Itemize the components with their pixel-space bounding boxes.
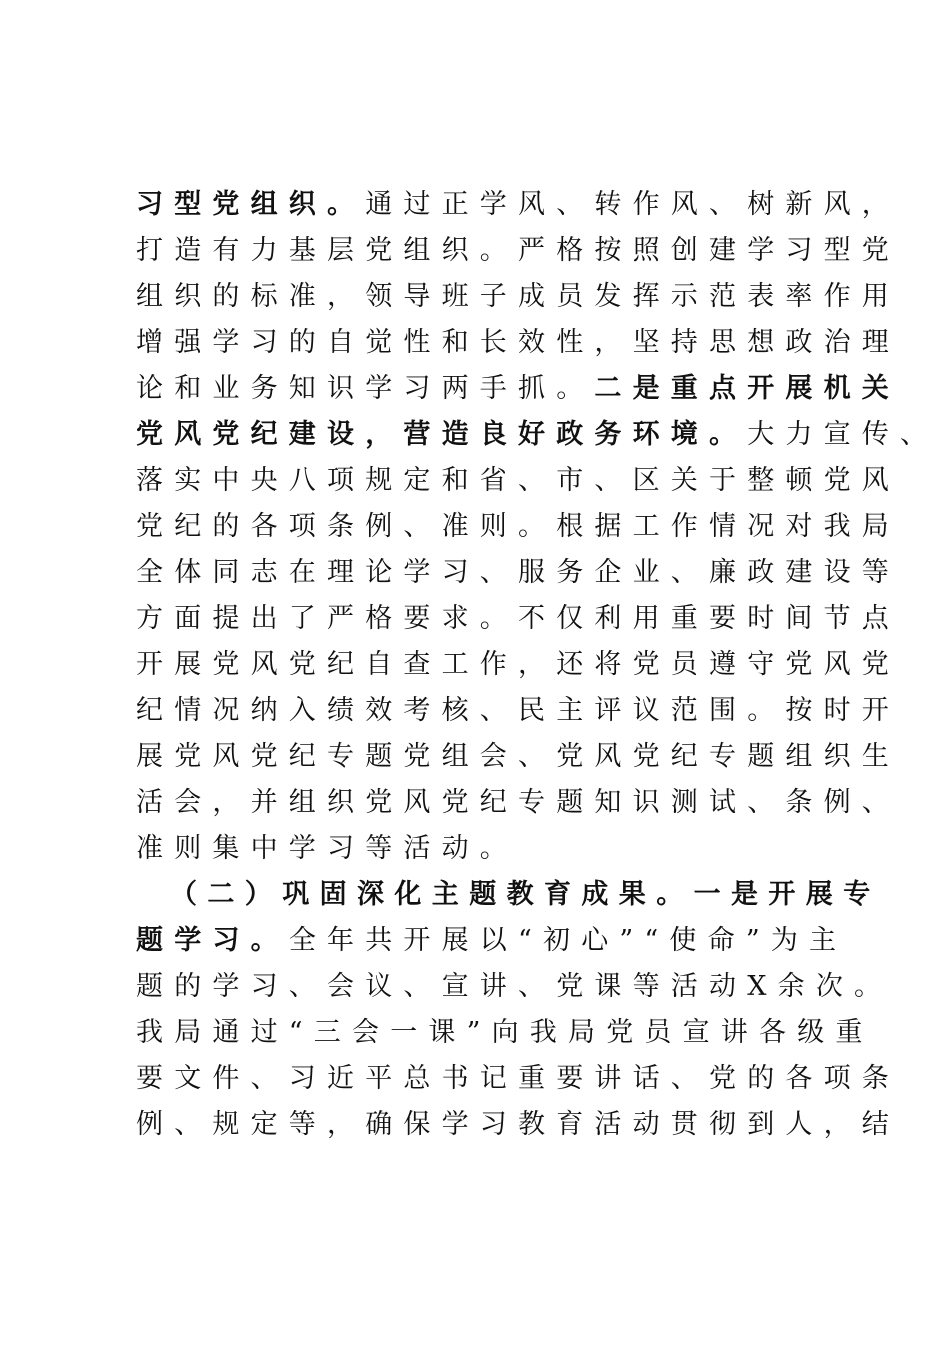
text-run: 党纪的各项条例、准则。根据工作情况对我局 [136, 511, 900, 542]
text-line [136, 1105, 900, 1145]
text-run: 开展党风党纪自查工作，还将党员遵守党风党 [136, 649, 900, 680]
text-run: 方面提出了严格要求。不仅利用重要时间节点 [136, 603, 900, 634]
text-line [136, 921, 848, 961]
text-line [136, 231, 900, 271]
text-line [136, 185, 901, 225]
text-line [136, 967, 893, 1007]
text-run: 我局通过“三会一课”向我局党员宣讲各级重 [136, 1017, 874, 1048]
bold-run: 题学习。 [136, 925, 289, 956]
text-line [136, 507, 900, 547]
text-run: 展党风党纪专题党组会、党风党纪专题组织生 [136, 741, 900, 772]
bold-run: 党风党纪建设，营造良好政务环境。 [136, 419, 748, 450]
text-run: 要文件、习近平总书记重要讲话、党的各项条 [136, 1063, 900, 1094]
bold-run: 二是重点开展机关 [594, 373, 901, 404]
text-line [136, 737, 900, 777]
bold-run: （二）巩固深化主题教育成果。一是开展专 [170, 879, 881, 910]
text-run: 准则集中学习等活动。 [136, 833, 518, 864]
text-run: 大力宣传、 [747, 419, 939, 450]
text-run: 落实中央八项规定和省、市、区关于整顿党风 [136, 465, 900, 496]
text-run: 活会，并组织党风党纪专题知识测试、条例、 [136, 787, 900, 818]
text-line [136, 415, 939, 455]
text-line [136, 277, 900, 317]
text-run: 通过正学风、转作风、树新风， [365, 189, 901, 220]
text-line [136, 1059, 900, 1099]
text-run: 打造有力基层党组织。严格按照创建学习型党 [136, 235, 900, 266]
text-run: 全体同志在理论学习、服务企业、廉政建设等 [136, 557, 900, 588]
section-heading-line [170, 875, 881, 915]
bold-run: 习型党组织。 [136, 189, 366, 220]
text-line [136, 461, 900, 501]
text-line [136, 783, 900, 823]
text-run: 例、规定等，确保学习教育活动贯彻到人，结 [136, 1109, 900, 1140]
text-run: 论和业务知识学习两手抓。 [136, 373, 595, 404]
text-line [136, 323, 900, 363]
text-run: 纪情况纳入绩效考核、民主评议范围。按时开 [136, 695, 900, 726]
text-run: 增强学习的自觉性和长效性，坚持思想政治理 [136, 327, 900, 358]
text-run: 全年共开展以“初心”“使命”为主 [288, 925, 848, 956]
text-run: 组织的标准，领导班子成员发挥示范表率作用 [136, 281, 900, 312]
text-line [136, 1013, 874, 1053]
text-line [136, 553, 900, 593]
text-line [136, 369, 901, 409]
text-line [136, 829, 836, 869]
text-line [136, 599, 900, 639]
text-line [136, 645, 900, 685]
text-line [136, 691, 900, 731]
text-run: 题的学习、会议、宣讲、党课等活动X余次。 [136, 971, 893, 1002]
